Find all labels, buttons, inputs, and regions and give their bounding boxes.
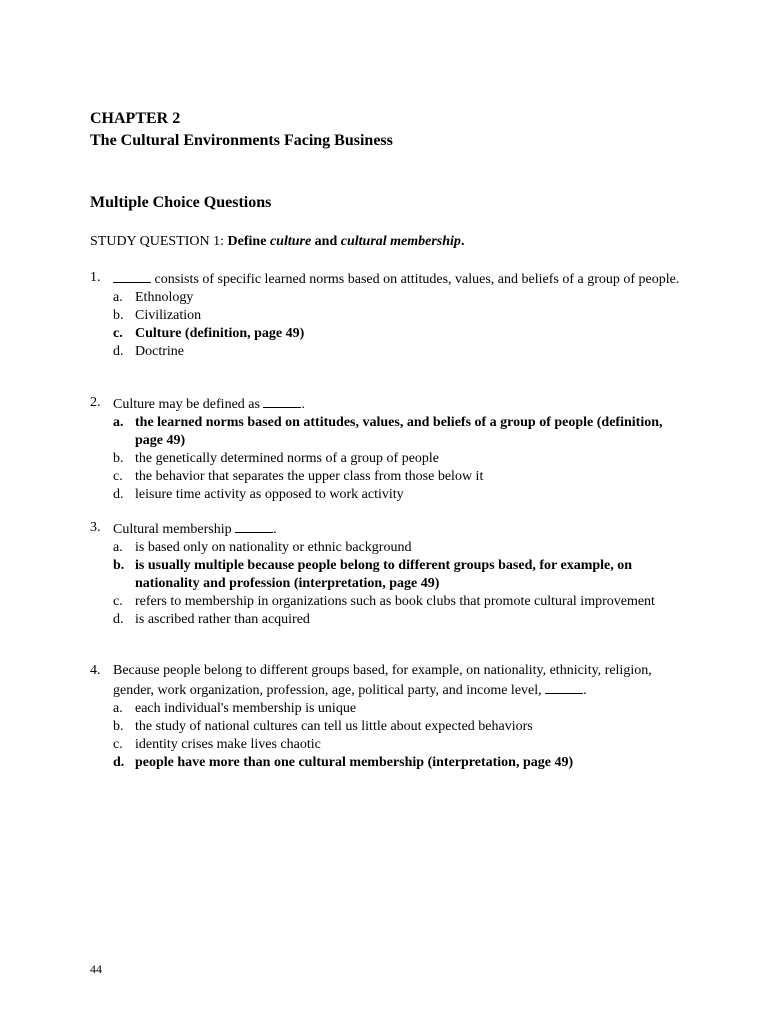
option-text: Civilization (135, 308, 202, 323)
question-4 (90, 662, 690, 772)
option-d (90, 611, 690, 629)
option-b (90, 718, 690, 736)
question-1 (90, 269, 690, 361)
option-letter: b. (113, 451, 124, 466)
option-text: people have more than one cultural membership (interpretation, page 49) (135, 755, 574, 770)
question-stem-end: . (301, 397, 305, 412)
option-c (90, 593, 690, 611)
study-question-term-culture: culture (269, 234, 312, 249)
study-question-period: . (460, 234, 465, 249)
option-b-correct (90, 557, 690, 593)
option-letter: c. (113, 469, 123, 484)
answer-blank (235, 519, 273, 533)
option-letter: a. (113, 415, 124, 430)
option-text: Doctrine (135, 344, 184, 359)
option-c-correct (90, 325, 690, 343)
option-text: each individual's membership is unique (135, 701, 357, 716)
question-number: 3. (90, 520, 101, 535)
chapter-number: CHAPTER 2 (90, 110, 181, 127)
option-text: the behavior that separates the upper class from those below it (135, 469, 484, 484)
option-text: the learned norms based on attitudes, values, and beliefs of a group of people (definition, page 49) (135, 415, 663, 448)
option-text: is based only on nationality or ethnic background (135, 540, 412, 555)
question-stem-text: Because people belong to different groups based, for example, on nationality, ethnicity, religion, gender, work organization, profession, age, political party, and income level, (113, 663, 652, 698)
option-text: refers to membership in organizations such as book clubs that promote cultural improvement (135, 594, 655, 609)
option-text: identity crises make lives chaotic (135, 737, 321, 752)
option-letter: a. (113, 290, 123, 305)
question-stem-text: Culture may be defined as (113, 397, 264, 412)
option-letter: b. (113, 558, 125, 573)
question-number: 2. (90, 395, 101, 410)
question-stem (90, 662, 690, 700)
option-b (90, 307, 690, 325)
option-letter: c. (113, 737, 123, 752)
option-text: is ascribed rather than acquired (135, 612, 310, 627)
option-text: the genetically determined norms of a group of people (135, 451, 440, 466)
option-text: Culture (definition, page 49) (135, 326, 305, 341)
option-letter: b. (113, 308, 124, 323)
answer-blank (263, 394, 301, 408)
chapter-header (90, 108, 393, 152)
option-letter: d. (113, 487, 124, 502)
question-number: 1. (90, 270, 101, 285)
study-question-heading (90, 233, 464, 251)
question-3 (90, 519, 690, 629)
option-a (90, 289, 690, 307)
page-number: 44 (90, 962, 102, 976)
option-c (90, 468, 690, 486)
section-title: Multiple Choice Questions (90, 194, 272, 211)
option-text: is usually multiple because people belong to different groups based, for example, on nationality and profession (interpretation, page 49) (135, 558, 633, 591)
option-letter: b. (113, 719, 124, 734)
option-letter: c. (113, 326, 123, 341)
option-d (90, 343, 690, 361)
option-letter: d. (113, 344, 124, 359)
question-stem-text: consists of specific learned norms based on attitudes, values, and beliefs of a group of people. (151, 272, 680, 287)
option-letter: c. (113, 594, 123, 609)
option-a (90, 539, 690, 557)
option-a (90, 700, 690, 718)
question-stem (90, 269, 690, 289)
answer-blank (113, 269, 151, 283)
question-stem (90, 394, 690, 414)
option-a-correct (90, 414, 690, 450)
option-d-correct (90, 754, 690, 772)
answer-blank (545, 680, 583, 694)
option-letter: d. (113, 755, 125, 770)
option-text: the study of national cultures can tell us little about expected behaviors (135, 719, 533, 734)
study-question-and: and (314, 234, 338, 249)
option-letter: a. (113, 701, 123, 716)
study-question-define: Define (227, 234, 267, 249)
question-number: 4. (90, 663, 101, 678)
question-stem-end: . (583, 683, 587, 698)
question-2 (90, 394, 690, 504)
chapter-title: The Cultural Environments Facing Business (90, 132, 393, 149)
option-letter: a. (113, 540, 123, 555)
question-stem-text: Cultural membership (113, 522, 236, 537)
option-b (90, 450, 690, 468)
question-stem-end: . (273, 522, 277, 537)
question-stem (90, 519, 690, 539)
option-c (90, 736, 690, 754)
study-question-term-membership: cultural membership (340, 234, 461, 249)
option-letter: d. (113, 612, 124, 627)
option-text: leisure time activity as opposed to work activity (135, 487, 404, 502)
option-text: Ethnology (135, 290, 194, 305)
study-question-label: STUDY QUESTION 1: (90, 234, 225, 249)
option-d (90, 486, 690, 504)
